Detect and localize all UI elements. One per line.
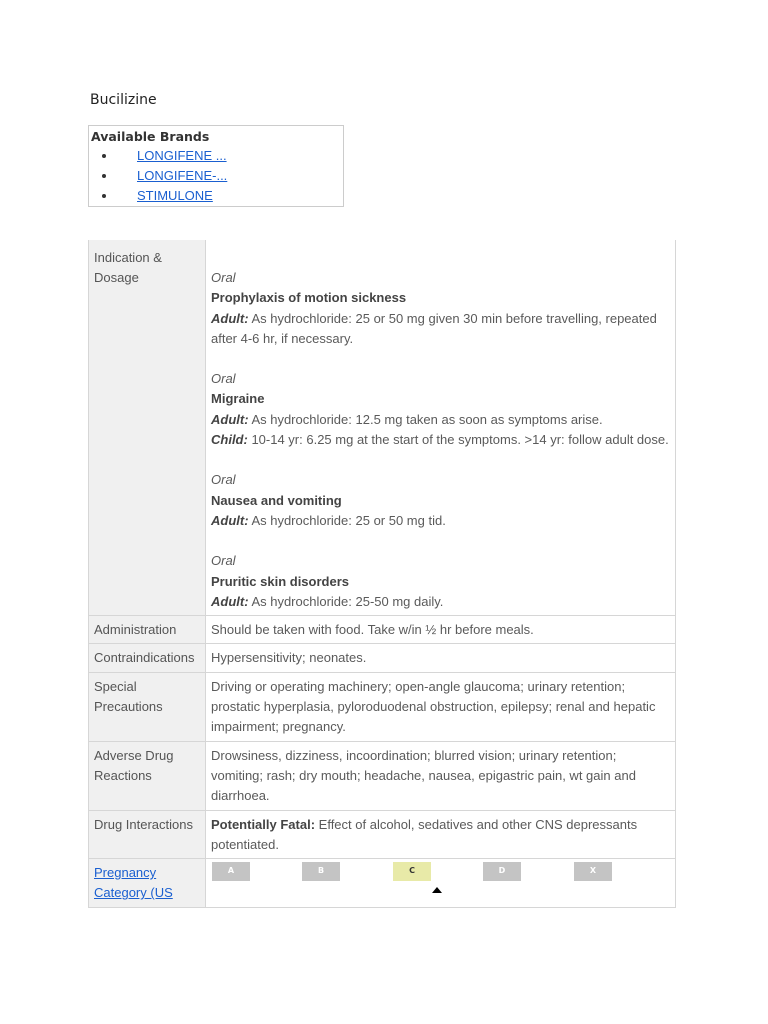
pregnancy-category-x: X [574,862,612,881]
indication-heading: Nausea and vomiting [211,492,342,508]
spacer [211,349,670,369]
route-text: Oral [211,371,236,387]
available-brands-box [88,125,344,207]
row-administration [89,616,676,644]
row-special-precautions [89,672,676,741]
dose-line [211,592,670,612]
indication-heading: Pruritic skin disorders [211,573,349,589]
drug-monograph-table [88,240,676,908]
row-contraindications [89,644,676,672]
dose-text: As hydrochloride: 25 or 50 mg tid. [248,512,446,528]
brand-link-longifene-2[interactable]: LONGIFENE-... [137,168,228,183]
route-text: Oral [211,270,236,285]
dose-text: As hydrochloride: 25 or 50 mg given 30 min before travelling, repeated after 4-6 hr, if necessary. [211,310,657,346]
value-contraindications: Hypersensitivity; neonates. [206,644,676,672]
dose-line [211,410,670,430]
dose-population: Adult: [211,411,249,427]
pregnancy-category-a: A [212,862,250,881]
indication-heading: Migraine [211,391,265,407]
label-pregnancy-category [89,859,206,908]
dose-population: Adult: [211,593,249,609]
value-pregnancy-category [206,859,676,908]
dose-population: Adult: [211,310,249,326]
pregnancy-category-scale [211,860,670,902]
value-administration: Should be taken with food. Take w/in ½ hr before meals. [206,616,676,644]
available-brands-heading: Available Brands [91,129,210,144]
label-contraindications: Contraindications [89,644,206,672]
dose-line [211,309,670,350]
value-special-precautions: Driving or operating machinery; open-angle glaucoma; urinary retention; prostatic hyperplasia, pyloroduodenal obstruction, epilepsy; renal and hepatic impairment; pregnancy. [206,672,676,741]
dose-text: As hydrochloride: 12.5 mg taken as soon as symptoms arise. [248,411,603,427]
spacer [211,450,670,470]
value-drug-interactions [206,810,676,859]
brand-link-longifene[interactable]: LONGIFENE ... [137,148,227,163]
dose-line [211,430,670,450]
brand-list-item [117,146,343,166]
value-adverse-reactions: Drowsiness, dizziness, incoordination; blurred vision; urinary retention; vomiting; rash; dry mouth; headache, nausea, epigastric pain, wt gain and diarrhoea. [206,741,676,810]
route-text: Oral [211,472,236,488]
dose-line [211,511,670,531]
dose-text: As hydrochloride: 25-50 mg daily. [248,593,444,609]
pregnancy-category-b: B [302,862,340,881]
indication-heading: Prophylaxis of motion sickness [211,290,407,306]
brand-link-stimulone[interactable]: STIMULONE [137,188,213,203]
brand-list-item [117,186,343,206]
pregnancy-category-c: C [393,862,431,881]
drug-title: Bucilizine [90,92,157,108]
spacer [211,248,670,268]
potentially-fatal-label: Potentially Fatal: [211,816,316,832]
label-administration: Administration [89,616,206,644]
selected-category-marker-icon [432,887,442,893]
pregnancy-category-d: D [483,862,521,881]
row-pregnancy-category [89,859,676,908]
label-indication-dosage: Indication & Dosage [89,240,206,616]
row-drug-interactions [89,810,676,859]
label-special-precautions: Special Precautions [89,672,206,741]
brand-list-item [117,166,343,186]
dose-population: Child: [211,432,248,448]
brand-list [91,146,343,206]
value-indication-dosage [206,240,676,616]
label-drug-interactions: Drug Interactions [89,810,206,859]
interaction-text: Effect of alcohol, sedatives and other CNS depressants potentiated. [211,816,638,852]
dose-text: 10-14 yr: 6.25 mg at the start of the symptoms. >14 yr: follow adult dose. [247,432,669,448]
label-adverse-reactions: Adverse Drug Reactions [89,741,206,810]
pregnancy-category-link[interactable]: Pregnancy Category (US [94,865,173,901]
dose-population: Adult: [211,512,249,528]
route-text: Oral [211,553,236,569]
row-indication-dosage [89,240,676,616]
row-adverse-reactions [89,741,676,810]
spacer [211,531,670,551]
